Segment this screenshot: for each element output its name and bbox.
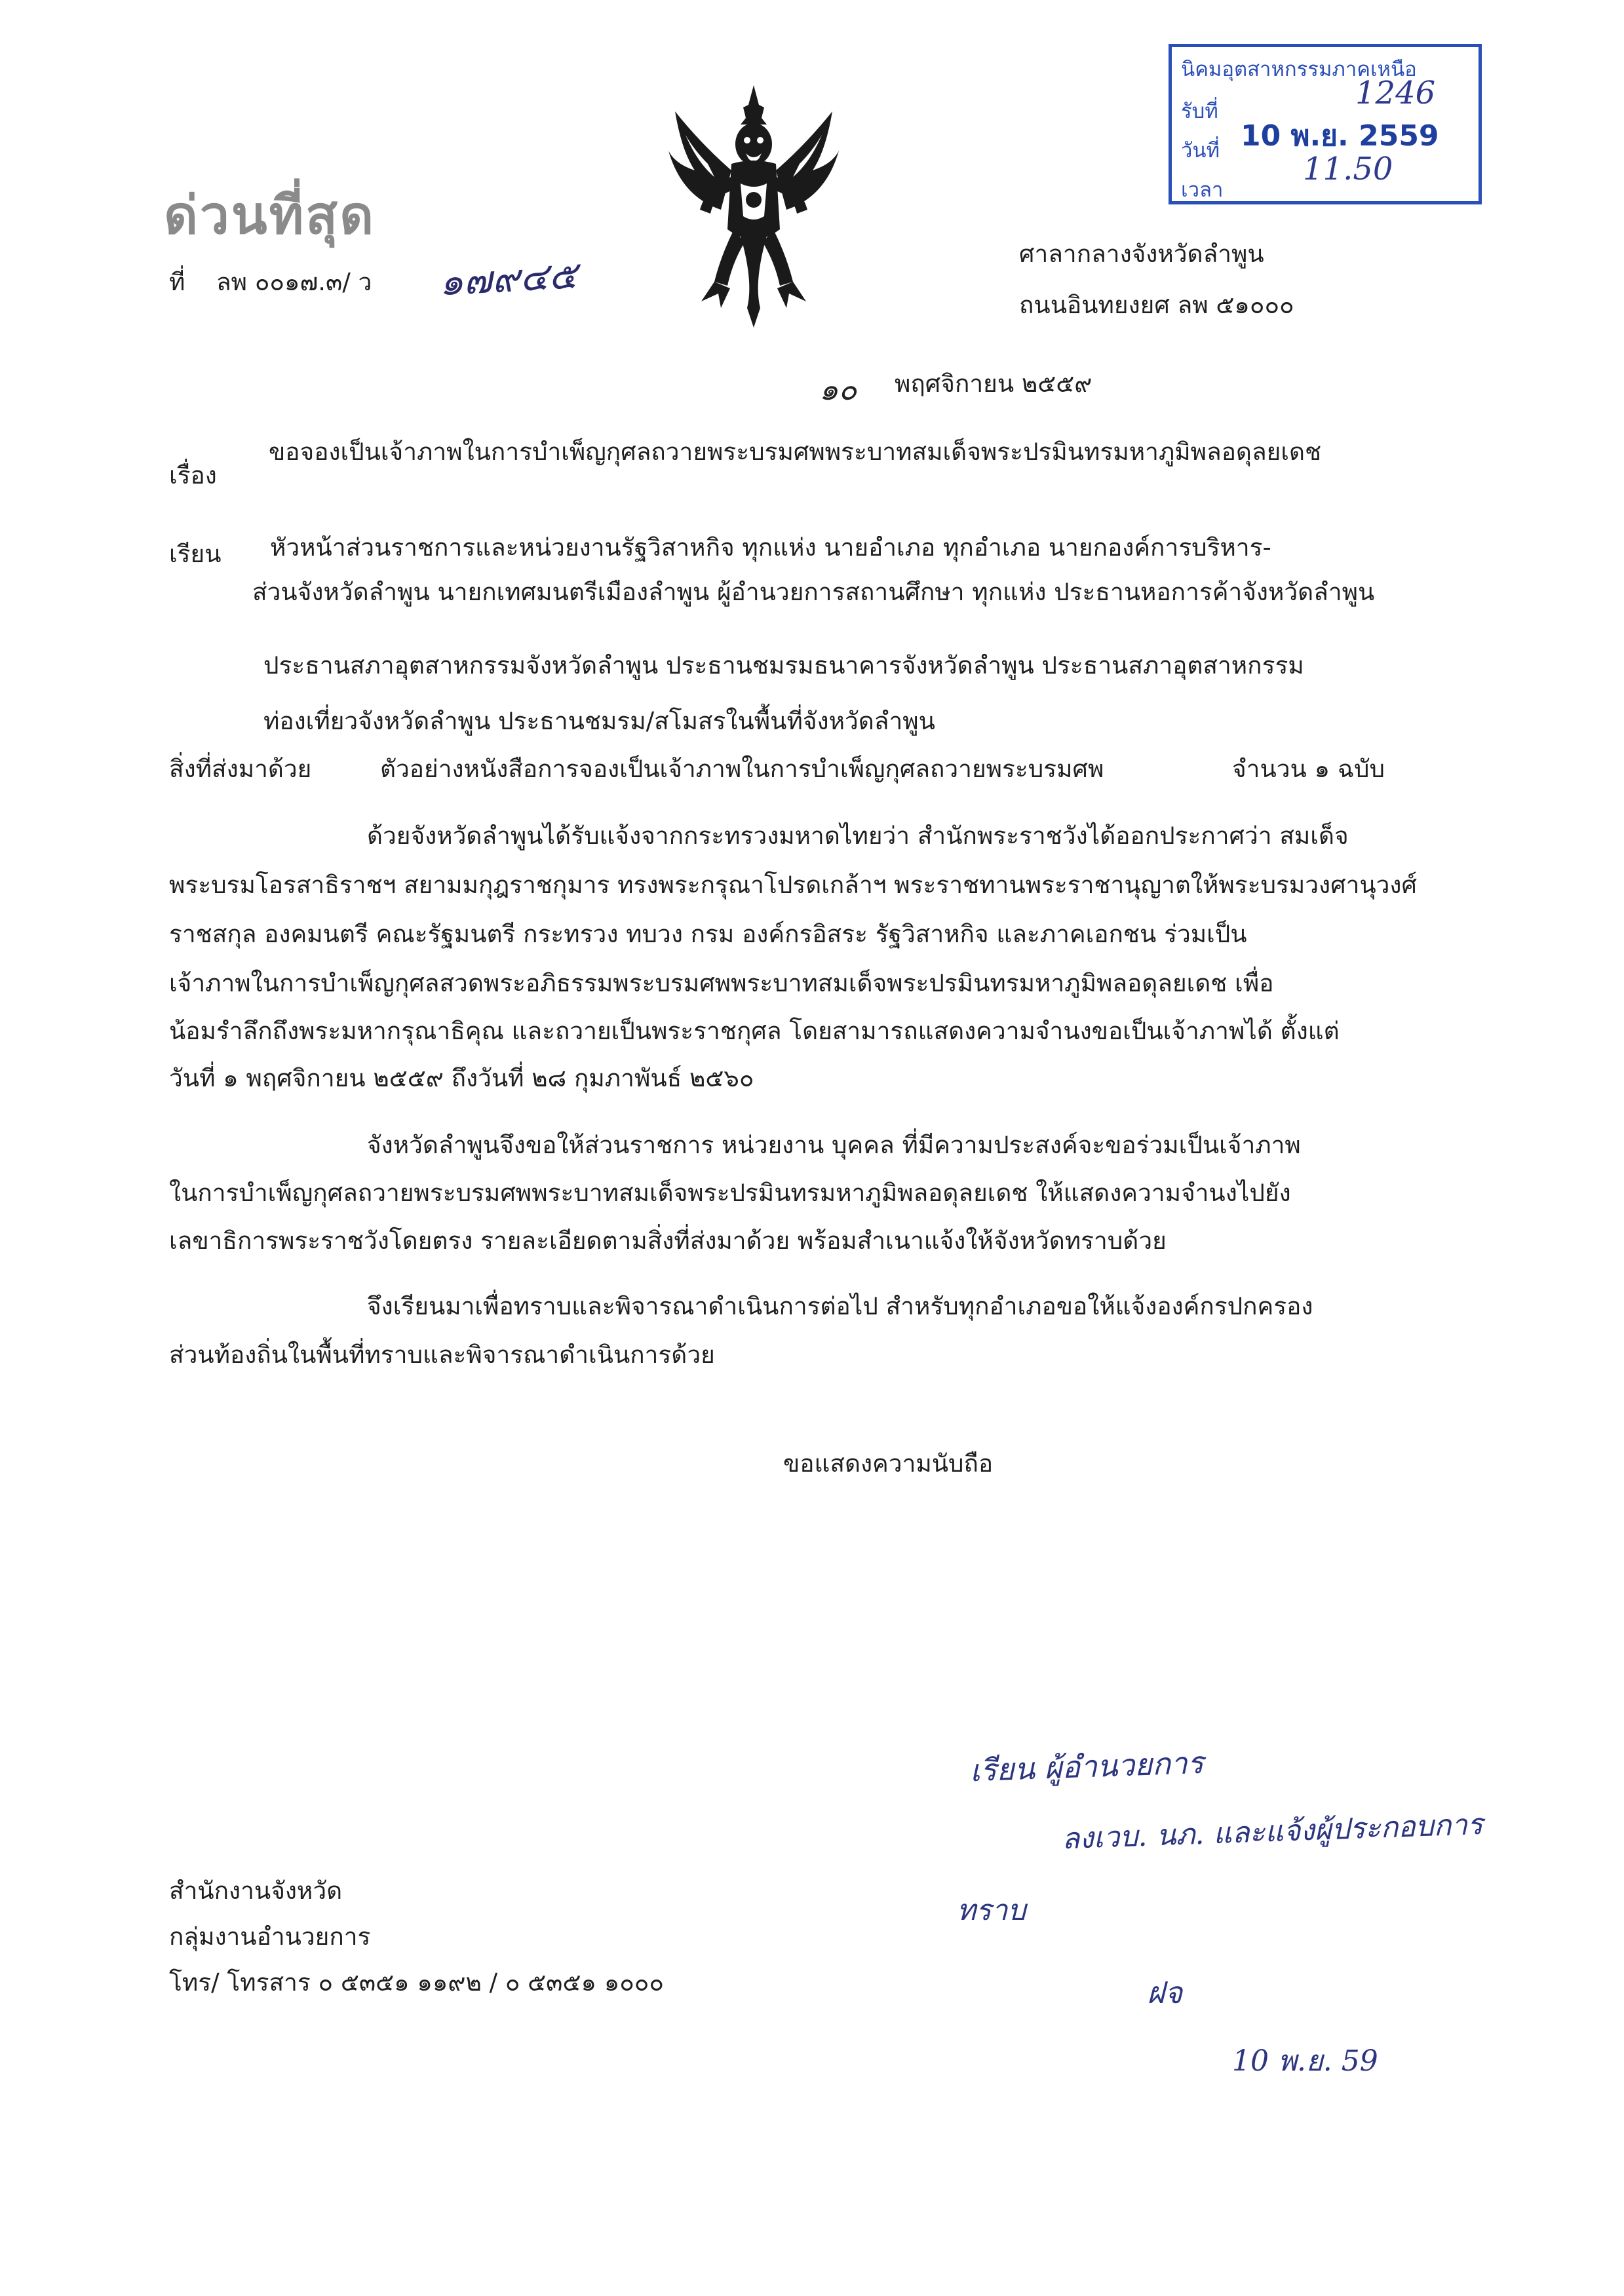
- body-para1-line: วันที่ ๑ พฤศจิกายน ๒๕๕๙ ถึงวันที่ ๒๘ กุมภาพันธ์ ๒๕๖๐: [169, 1064, 754, 1092]
- address-line1: ศาลากลางจังหวัดลำพูน: [1019, 240, 1264, 268]
- body-para2-line: จังหวัดลำพูนจึงขอให้ส่วนราชการ หน่วยงาน บุคคล ที่มีความประสงค์จะขอร่วมเป็นเจ้าภาพ: [367, 1131, 1301, 1159]
- handwritten-note: 10 พ.ย. 59: [1232, 2044, 1378, 2078]
- footer-office: สำนักงานจังหวัด: [169, 1877, 343, 1905]
- stamp-date-value: 10 พ.ย. 2559: [1241, 119, 1439, 153]
- recipient-line: ส่วนจังหวัดลำพูน นายกเทศมนตรีเมืองลำพูน ผู้อำนวยการสถานศึกษา ทุกแห่ง ประธานหอการค้าจังหวัดลำพูน: [252, 578, 1375, 606]
- recipient-label: เรียน: [169, 540, 222, 568]
- doc-no-handwritten: ๑๗๙๔๕: [438, 252, 579, 305]
- receipt-stamp: [1169, 44, 1482, 204]
- handwritten-note: ลงเวบ. นภ. และแจ้งผู้ประกอบการ: [1061, 1807, 1484, 1856]
- footer-phone: โทร/ โทรสาร ๐ ๕๓๕๑ ๑๑๙๒ / ๐ ๕๓๕๑ ๑๐๐๐: [169, 1968, 664, 1997]
- footer-group: กลุ่มงานอำนวยการ: [169, 1923, 371, 1951]
- garuda-emblem-icon: [668, 85, 839, 328]
- body-para1-line: น้อมรำลึกถึงพระมหากรุณาธิคุณ และถวายเป็นพระราชกุศล โดยสามารถแสดงความจำนงขอเป็นเจ้าภาพได้ ตั้งแต่: [169, 1017, 1340, 1045]
- body-para3-line: จึงเรียนมาเพื่อทราบและพิจารณาดำเนินการต่อไป สำหรับทุกอำเภอขอให้แจ้งองค์กรปกครอง: [367, 1292, 1313, 1320]
- subject-text: ขอจองเป็นเจ้าภาพในการบำเพ็ญกุศลถวายพระบรมศพพระบาทสมเด็จพระปรมินทรมหาภูมิพลอดุลยเดช: [269, 438, 1322, 466]
- doc-no: ลพ ๐๐๑๗.๓/ ว: [216, 268, 372, 296]
- subject-label: เรื่อง: [169, 461, 217, 489]
- stamp-date-label: วันที่: [1181, 139, 1220, 163]
- stamp-received-no: 1246: [1355, 75, 1436, 111]
- enclosure-qty: จำนวน ๑ ฉบับ: [1232, 755, 1385, 783]
- stamp-org: นิคมอุตสาหกรรมภาคเหนือ: [1181, 58, 1417, 81]
- body-para2-line: เลขาธิการพระราชวังโดยตรง รายละเอียดตามสิ่งที่ส่งมาด้วย พร้อมสำเนาแจ้งให้จังหวัดทราบด้วย: [169, 1227, 1167, 1255]
- body-para1-line: พระบรมโอรสาธิราชฯ สยามมกุฎราชกุมาร ทรงพระกรุณาโปรดเกล้าฯ พระราชทานพระราชานุญาตให้พระบรมวงศานุวงศ์: [169, 871, 1417, 899]
- date-handwritten: ๑๐: [819, 372, 857, 407]
- recipient-line: หัวหน้าส่วนราชการและหน่วยงานรัฐวิสาหกิจ ทุกแห่ง นายอำเภอ ทุกอำเภอ นายกองค์การบริหาร-: [270, 533, 1271, 562]
- body-para1-line: เจ้าภาพในการบำเพ็ญกุศลสวดพระอภิธรรมพระบรมศพพระบาทสมเด็จพระปรมินทรมหาภูมิพลอดุลยเดช เพื่อ: [169, 969, 1274, 997]
- enclosure-label: สิ่งที่ส่งมาด้วย: [169, 755, 312, 783]
- address-line2: ถนนอินทยงยศ ลพ ๕๑๐๐๐: [1019, 291, 1294, 319]
- closing: ขอแสดงความนับถือ: [783, 1449, 994, 1478]
- body-para2-line: ในการบำเพ็ญกุศลถวายพระบรมศพพระบาทสมเด็จพระปรมินทรมหาภูมิพลอดุลยเดช ให้แสดงความจำนงไปยัง: [169, 1179, 1291, 1207]
- handwritten-note: ทราบ: [957, 1894, 1026, 1927]
- stamp-time-label: เวลา: [1181, 178, 1224, 202]
- urgency-stamp: ด่วนที่สุด: [164, 185, 376, 246]
- body-para1-line: ด้วยจังหวัดลำพูนได้รับแจ้งจากกระทรวงมหาดไทยว่า สำนักพระราชวังได้ออกประกาศว่า สมเด็จ: [367, 822, 1349, 850]
- body-para1-line: ราชสกุล องคมนตรี คณะรัฐมนตรี กระทรวง ทบวง กรม องค์กรอิสระ รัฐวิสาหกิจ และภาคเอกชน ร่วมเป็น: [169, 920, 1247, 948]
- doc-no-label: ที่: [169, 268, 185, 296]
- stamp-time-value: 11.50: [1303, 151, 1393, 187]
- stamp-received-label: รับที่: [1181, 100, 1218, 123]
- body-para3-line: ส่วนท้องถิ่นในพื้นที่ทราบและพิจารณาดำเนินการด้วย: [169, 1341, 715, 1369]
- enclosure-text: ตัวอย่างหนังสือการจองเป็นเจ้าภาพในการบำเพ็ญกุศลถวายพระบรมศพ: [380, 755, 1104, 783]
- letter-date: พฤศจิกายน ๒๕๕๙: [895, 370, 1092, 398]
- handwritten-note: ฝจ: [1147, 1975, 1182, 2010]
- recipient-line: ท่องเที่ยวจังหวัดลำพูน ประธานชมรม/สโมสรในพื้นที่จังหวัดลำพูน: [263, 707, 935, 735]
- recipient-line: ประธานสภาอุตสาหกรรมจังหวัดลำพูน ประธานชมรมธนาคารจังหวัดลำพูน ประธานสภาอุตสาหกรรม: [263, 651, 1304, 679]
- handwritten-note: เรียน ผู้อำนวยการ: [969, 1744, 1205, 1789]
